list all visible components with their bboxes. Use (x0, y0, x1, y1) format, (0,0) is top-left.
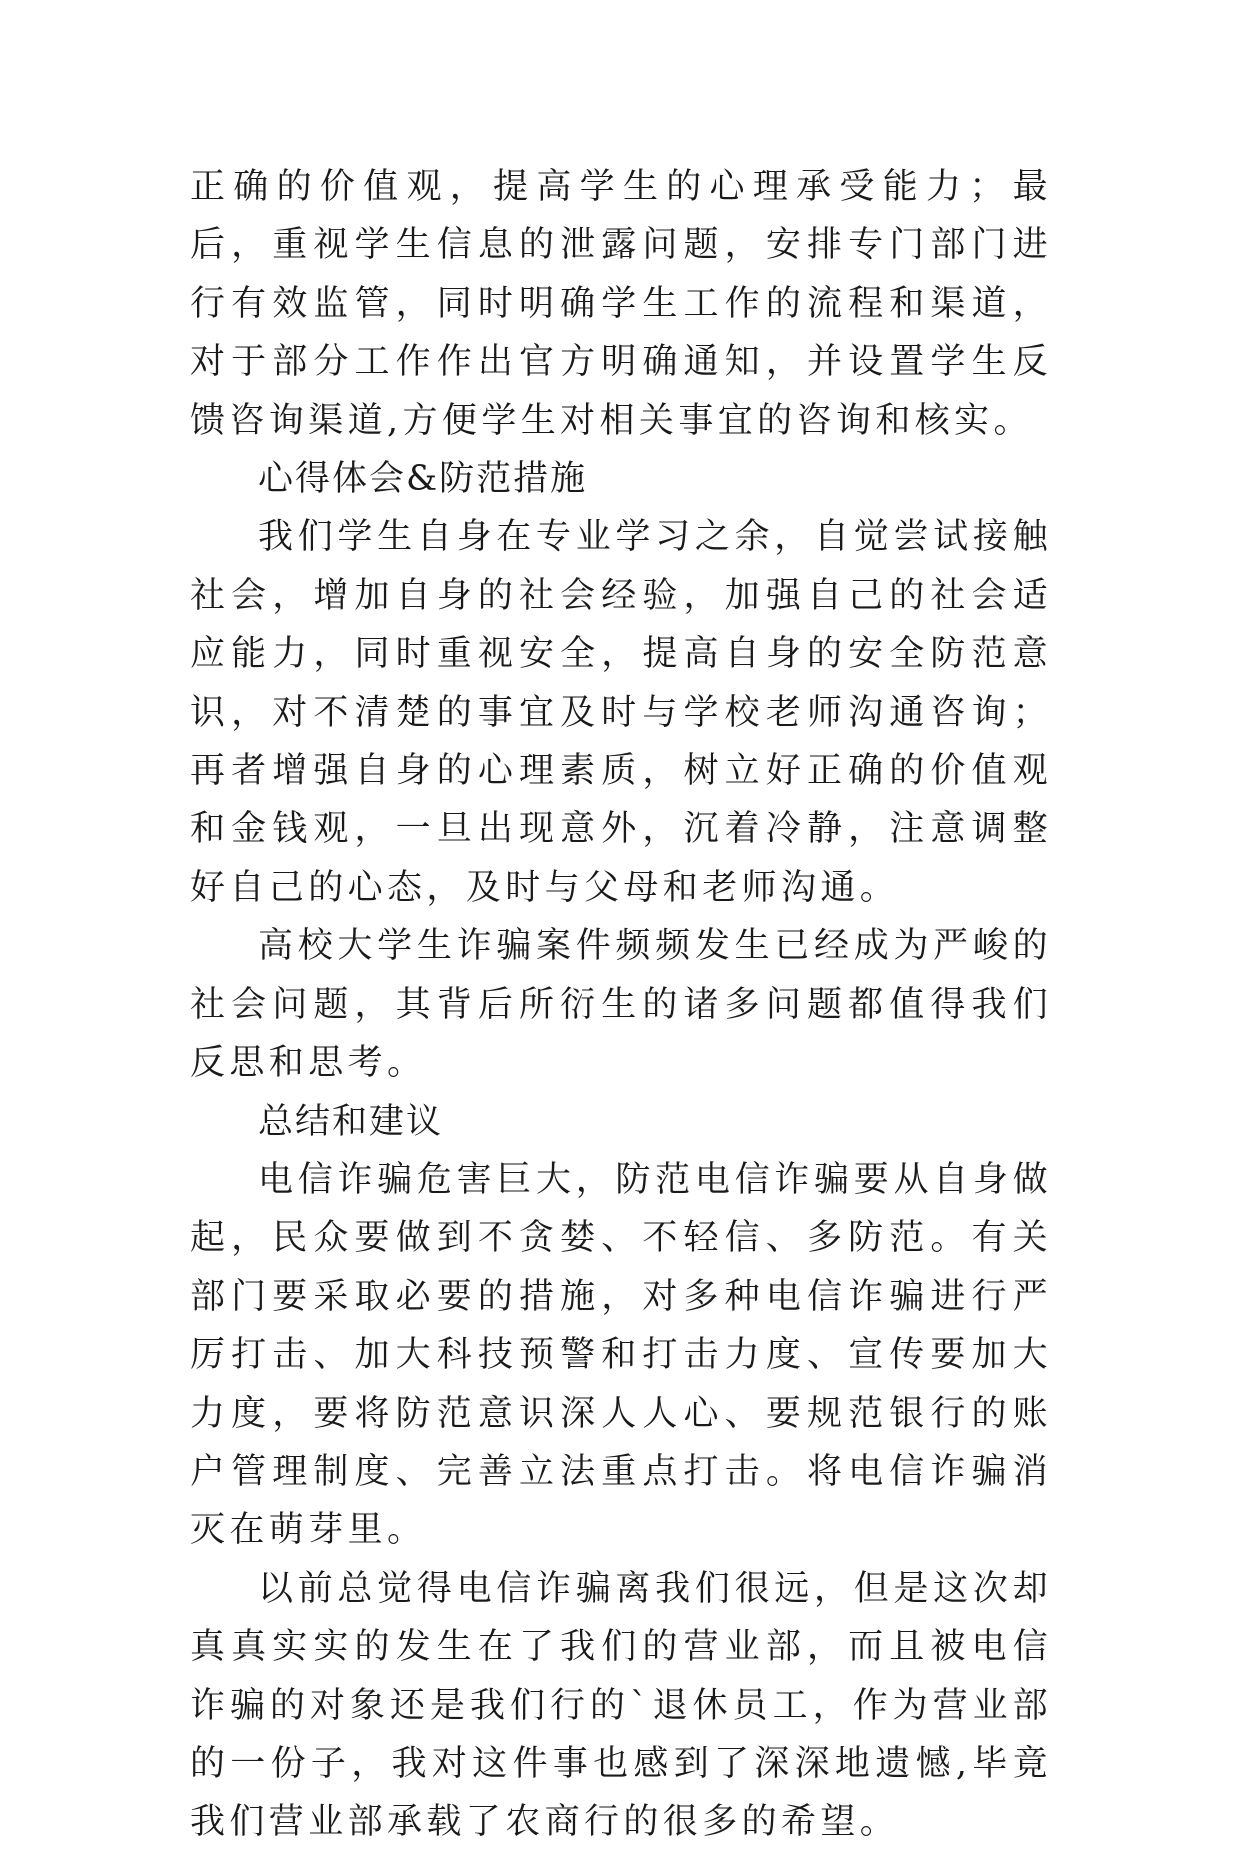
paragraph-student-self: 我们学生自身在专业学习之余，自觉尝试接触社会，增加自身的社会经验，加强自己的社会适应能力，同时重视安全，提高自身的安全防范意识，对不清楚的事宜及时与学校老师沟通咨询；再者增强自身的心理素质，树立好正确的价值观和金钱观，一旦出现意外，沉着冷静，注意调整好自己的心态，及时与父母和老师沟通。 (190, 517, 1052, 908)
paragraph-business-department: 以前总觉得电信诈骗离我们很远，但是这次却真真实实的发生在了我们的营业部，而且被电信诈骗的对象还是我们行的`退休员工，作为营业部的一份子，我对这件事也感到了深深地遗憾,毕竟我们营业部承载了农商行的很多的希望。 (190, 1568, 1052, 1843)
section-heading-summary: 总结和建议 (258, 1101, 444, 1142)
paragraph-campus-fraud: 高校大学生诈骗案件频频发生已经成为严峻的社会问题，其背后所衍生的诸多问题都值得我们反思和思考。 (190, 926, 1052, 1084)
document-body (190, 158, 1052, 1852)
paragraph-telecom-fraud: 电信诈骗危害巨大，防范电信诈骗要从自身做起，民众要做到不贪婪、不轻信、多防范。有关部门要采取必要的措施，对多种电信诈骗进行严厉打击、加大科技预警和打击力度、宣传要加大力度，要将防范意识深人人心、要规范银行的账户管理制度、完善立法重点打击。将电信诈骗消灭在萌芽里。 (190, 1159, 1052, 1551)
paragraph-continued: 正确的价值观，提高学生的心理承受能力；最后，重视学生信息的泄露问题，安排专门部门进行有效监管，同时明确学生工作的流程和渠道，对于部分工作作出官方明确通知，并设置学生反馈咨询渠道,方便学生对相关事宜的咨询和核实。 (190, 167, 1052, 441)
section-heading-experience: 心得体会&防范措施 (258, 459, 588, 500)
